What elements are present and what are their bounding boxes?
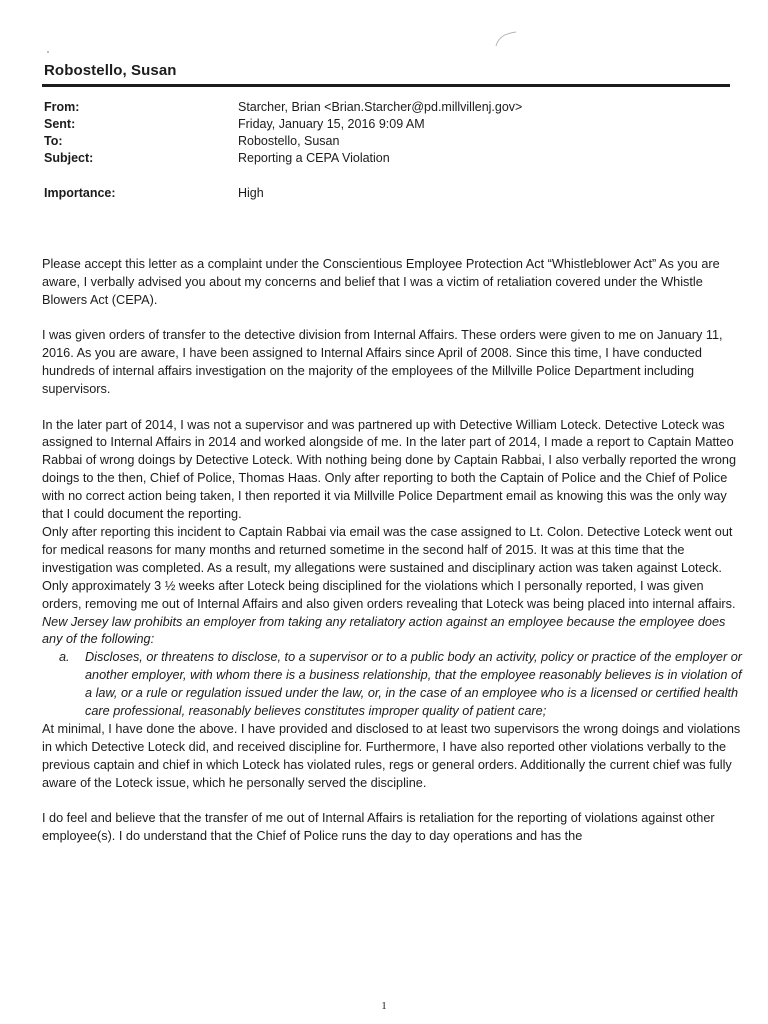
paragraph-nj-law: New Jersey law prohibits an employer from taking any retaliatory action against an employee because the employee does any of the following: [42, 614, 726, 647]
paragraph-disclosures: At minimal, I have done the above. I have provided and disclosed to at least two supervisors the wrong doings and violations in which Detective Loteck did, and received discipline for. Furthermore, I have also reported other violations verbally to the previous captain and chief in which Loteck has violated rules, regs or general orders. Additionally the current chief was fully aware of the Loteck issue, which he personally served the discipline. [42, 721, 741, 790]
meta-value-from: Starcher, Brian <Brian.Starcher@pd.millvillenj.gov> [238, 100, 523, 114]
paragraph-transfer-orders: I was given orders of transfer to the detective division from Internal Affairs. These orders were given to me on January 11, 2016. As you are aware, I have been assigned to Internal Affairs since April of 2008. Since this time, I have conducted hundreds of internal affairs investigation on the majority of the employees of the Millville Police Department including supervisors. [42, 328, 723, 397]
list-marker: a. [59, 650, 70, 665]
scan-artifact-dot [47, 51, 49, 53]
law-list-item [59, 649, 742, 721]
mailbox-owner-name: Robostello, Susan [44, 62, 177, 79]
meta-label-importance: Importance: [44, 186, 116, 200]
paragraph-investigation: Only after reporting this incident to Captain Rabbai via email was the case assigned to Lt. Colon. Detective Loteck went out for medical reasons for many months and returned sometime in the second half of 2015. It was at this time that the investigation was completed. As a result, my allegations were sustained and disciplinary action was taken against Loteck. Only approximately 3 ½ weeks after Loteck being disciplined for the violations which I personally reported, I was given orders, removing me out of Internal Affairs and also given orders revealing that Loteck was being placed into internal affairs. [42, 524, 736, 611]
page-number: 1 [381, 1000, 387, 1012]
paragraph-gap [42, 793, 742, 811]
paragraph-complaint-intro: Please accept this letter as a complaint under the Conscientious Employee Protection Act “Whistleblower Act” As you are aware, I verbally advised you about my concerns and belief that I was a victim of retaliation covered under the Whistle Blowers Act (CEPA). [42, 257, 720, 307]
meta-label-from: From: [44, 100, 80, 114]
paragraph-retaliation: I do feel and believe that the transfer of me out of Internal Affairs is retaliation for the reporting of violations against other employee(s). I do understand that the Chief of Police runs the day to day operations and has the [42, 811, 715, 844]
law-list [42, 649, 742, 721]
paragraph-loteck-report: In the later part of 2014, I was not a supervisor and was partnered up with Detective William Loteck. Detective Loteck was assigned to Internal Affairs in 2014 and worked alongside of me. In the later part of 2014, I made a report to Captain Matteo Rabbai of wrong doings by Detective Loteck. With nothing being done by Captain Rabbai, I also verbally reported the wrong doings to the then, Chief of Police, Thomas Haas. Only after reporting to both the Captain of Police and the Chief of Police with no correct action being taken, I then reported it via Millville Police Department email as knowing this was the only way that I could document the reporting. [42, 417, 736, 522]
meta-value-sent: Friday, January 15, 2016 9:09 AM [238, 117, 425, 131]
list-item-text: Discloses, or threatens to disclose, to a supervisor or to a public body an activity, policy or practice of the employer or another employer, with whom there is a business relationship, that the employee reasonably believes is in violation of a law, or a rule or regulation issued under the law, or, in the case of an employee who is a licensed or certified health care professional, reasonably believes constitutes improper quality of patient care; [85, 650, 742, 719]
letter-body [42, 256, 742, 846]
header-rule [42, 84, 730, 87]
meta-label-sent: Sent: [44, 117, 76, 131]
paragraph-gap [42, 399, 742, 417]
paragraph-gap [42, 310, 742, 328]
meta-value-subject: Reporting a CEPA Violation [238, 151, 390, 165]
meta-value-to: Robostello, Susan [238, 134, 340, 148]
meta-value-importance: High [238, 186, 264, 200]
meta-label-to: To: [44, 134, 63, 148]
meta-label-subject: Subject: [44, 151, 94, 165]
scan-artifact-mark [494, 30, 518, 48]
